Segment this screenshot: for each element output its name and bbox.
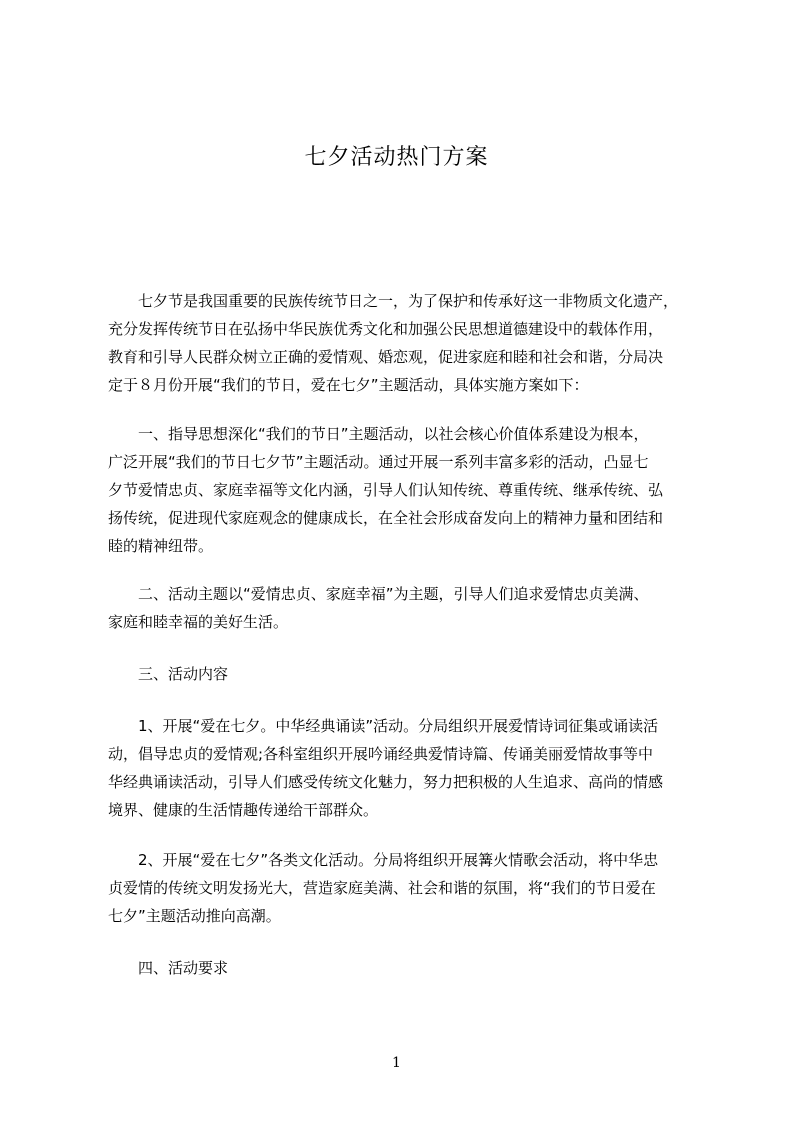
document-title: 七夕活动热门方案: [304, 145, 489, 170]
text-line: 夕节爱情忠贞、家庭幸福等文化内涵，引导人们认知传统、尊重传统、继承传统、弘: [108, 481, 664, 499]
text-line: 教育和引导人民群众树立正确的爱情观、婚恋观，促进家庭和睦和社会和谐，分局决: [108, 348, 664, 366]
text-line: 贞爱情的传统文明发扬光大，营造家庭美满、社会和谐的氛围，将“我们的节日爱在: [108, 879, 656, 897]
text-line: 一、指导思想深化“我们的节日”主题活动，以社会核心价值体系建设为根本，: [138, 425, 649, 443]
text-line: 七夕节是我国重要的民族传统节日之一，为了保护和传承好这一非物质文化遗产，: [138, 292, 679, 310]
text-line: 定于８月份开展“我们的节日，爱在七夕”主题活动，具体实施方案如下：: [108, 376, 589, 394]
text-line: 扬传统，促进现代家庭观念的健康成长，在全社会形成奋发向上的精神力量和团结和: [108, 509, 664, 527]
text-line: 七夕”主题活动推向高潮。: [108, 907, 281, 925]
text-line: 家庭和睦幸福的美好生活。: [108, 613, 289, 631]
text-line: 境界、健康的生活情趣传递给干部群众。: [108, 801, 379, 819]
text-line: 1、开展“爱在七夕。中华经典诵读”活动。分局组织开展爱情诗词征集或诵读活: [138, 717, 659, 735]
text-line: 动，倡导忠贞的爱情观;各科室组织开展吟诵经典爱情诗篇、传诵美丽爱情故事等中: [108, 745, 654, 763]
section-heading: 三、活动内容: [138, 665, 229, 683]
section-heading: 四、活动要求: [138, 959, 229, 977]
text-line: 二、活动主题以“爱情忠贞、家庭幸福”为主题，引导人们追求爱情忠贞美满、: [138, 585, 649, 603]
text-line: 广泛开展“我们的节日七夕节”主题活动。通过开展一系列丰富多彩的活动，凸显七: [108, 453, 649, 471]
text-line: 睦的精神纽带。: [108, 537, 214, 555]
text-line: 充分发挥传统节日在弘扬中华民族优秀文化和加强公民思想道德建设中的载体作用，: [108, 320, 664, 338]
text-line: 2、开展“爱在七夕”各类文化活动。分局将组织开展篝火情歌会活动，将中华忠: [138, 851, 659, 869]
page-number: 1: [392, 1055, 401, 1071]
text-line: 华经典诵读活动，引导人们感受传统文化魅力，努力把积极的人生追求、高尚的情感: [108, 773, 664, 791]
